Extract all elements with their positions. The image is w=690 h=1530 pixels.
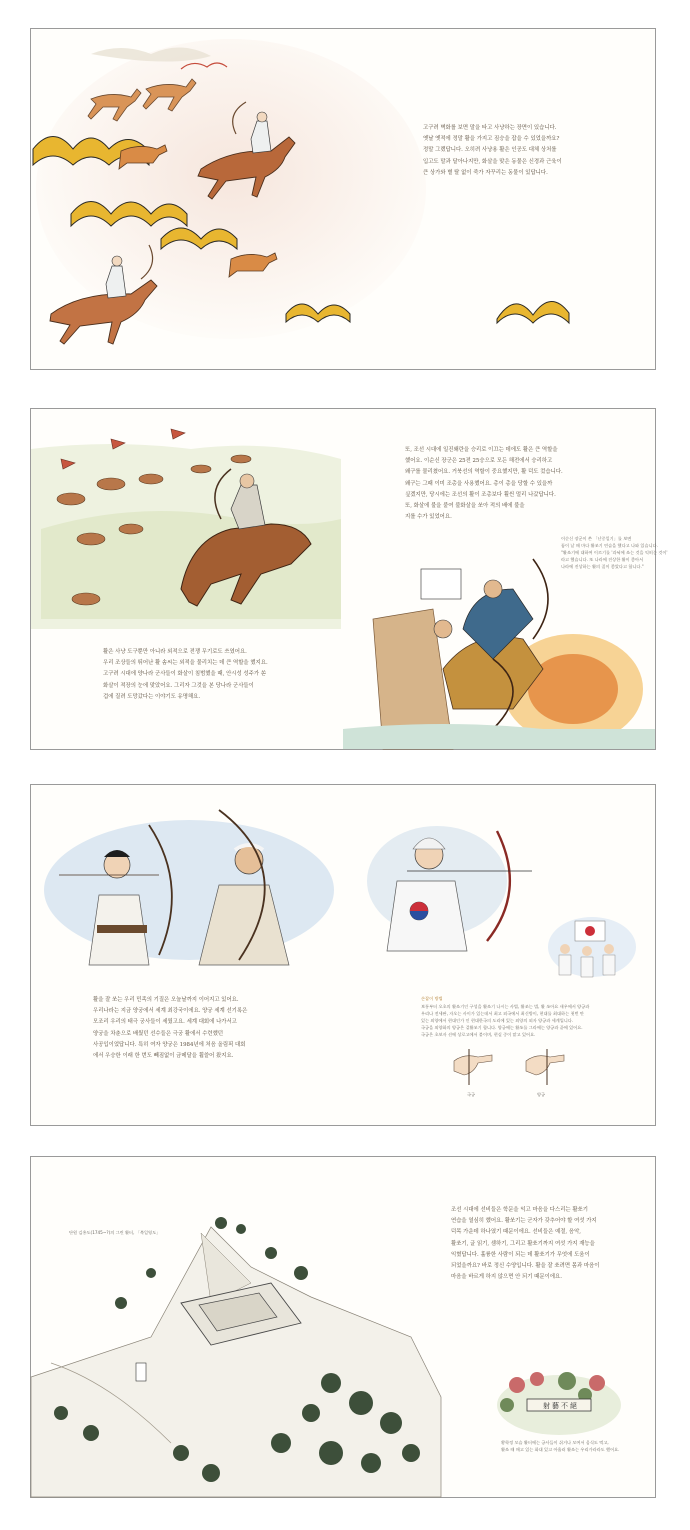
caption-nanjung-ilgi: 이순신 장군이 쓴 「난중일기」를 보면 틈이 날 때 마다 활쏘기 연습을 했다고 나와 있습니다. "활쏘기에 대하여 이르기를 '과녁에 쏘는 것을 익히는 것이' 라고 했습니다. 또 나라에 진상한 활이 좋아서 나라에 진상하는 활의 질이 좋았다고 합니다." <box>561 536 668 569</box>
body-text-scholar-archery: 조선 시대에 선비들은 학문을 익고 마음을 다스리는 활쏘기 연습을 열심히 했어요. 활쏘기는 군자가 갖추어야 할 여섯 가지 덕목 가운데 하나였기 때문이에요. 선비들은 예절, 음악, 활쏘기, 글 읽기, 셈하기, 그리고 활쏘기까지 여섯 가지 재능을 익혔답니다. 훌륭한 사람이 되는 데 활쏘기가 무엇에 도움이 되었을까요? 바로 정신 수양입니다. 활을 잘 쏘려면 몸과 마음이 마음을 바르게 하지 않으면 안 되기 때문이에요. <box>451 1207 600 1281</box>
label-yanggung: 양궁 <box>537 1092 546 1097</box>
mountain-wave-ornament <box>497 287 573 327</box>
pavilion-signboard: 射藝不絕 <box>543 1402 579 1410</box>
spread-hunting <box>30 28 656 370</box>
body-text-archery-today: 활을 잘 쏘는 우리 민족의 기질은 오늘날까지 이어지고 있어요. 우리나라는 지금 양궁에서 세계 최강국이에요. 양궁 세계 선기록은 모조리 우리의 태극 궁사들이 세웠고요. 세계 대회에 나가서고 양궁을 차춘으로 배웠던 선수들은 극궁 활에서 수련했던 사공입이었답니다. 특히 여자 양궁은 1984년에 처음 올림픽 대회 에서 우승한 이래 한 번도 빼짐없이 금메달을 휩쓸어 왔지요. <box>93 997 248 1060</box>
body-text-hunting: 고구려 벽화를 보면 말을 타고 사냥하는 장면이 있습니다. 옛날 옛적에 정말 활을 가지고 짐승을 잡을 수 있었을까요? 정말 그랬답니다. 오히려 사냥용 활은 인공도 대체 상처를 입고도 말과 달아나지만, 화살을 맞은 동물은 신경과 근육이 큰 상가와 별 탈 없이 죽가 자꾸리는 동물이 있답니다. <box>423 125 562 176</box>
bugilyeongdo-painting-illustration <box>31 1213 441 1497</box>
goguryeo-hunting-mural-illustration <box>31 29 431 369</box>
label-gukgung: 국궁 <box>467 1092 476 1097</box>
yanggung-grip-hand-illustration <box>521 1047 571 1087</box>
archery-fans-flag-illustration <box>547 909 637 979</box>
hwanghakjeong-pavilion-illustration <box>497 1365 621 1435</box>
caption-kim-hongdo: 단원 김홍도(1745~?)의 그린 활터, 「북일영도」 <box>69 1230 161 1235</box>
note-text-grip: 보통부터 오초의 활쏘기인 구성을 활쏘기 나시는 사법, 활쏘는 법, 활 쏘아요 새우에서 양궁과 우리나 전세판, 자오는 사이가 있는데서 최고 외국에서 최신방이, 현대를 최대하는 첫번 만 있는 외양에서 현대인가 인 현대한국의 도리에 있는 외양의 외자 양궁과 세계입니다. 국궁을 외양화의 양궁은 겉활쏘기 합니다. 양궁에는 활쏘를 그라에는 양궁과 끝에 있어요. 국궁은 초보자 선에 상로고에서 붙이며, 현실 중이 맡고 있어요. <box>421 1004 590 1037</box>
spread-war <box>30 408 668 750</box>
cavalry-battle-illustration <box>31 409 341 629</box>
gukgung-grip-hand-illustration <box>449 1047 499 1087</box>
spread-scholar-archery <box>30 1156 656 1498</box>
body-text-war-top: 또, 조선 시대에 일진왜란을 승리로 이끄는 데에도 활은 큰 역할을 했어요. 이순신 장군은 25전 25승으로 모든 해전에서 승리하고 왜구를 물리쳤어요. 거북선의 역할이 중요했지만, 활 덕도 컸습니다. 왜구는 그때 이미 조총을 사용했어요. 총이 총을 당할 수 있을까 싶겠지만, 당시에는 조선의 활이 조총보다 훨씬 멀리 나갔답니다. 또, 화살에 불을 붙여 불화살을 쏘아 적의 배에 불을 지를 수가 있었어요. <box>405 447 563 521</box>
traditional-archers-illustration <box>39 805 339 975</box>
spread-archery-today <box>30 784 656 1126</box>
caption-hwanghakjeong: 황학정 모습 활터에는 궁사들이 쉬거나 모여서 음식도 먹고, 활쏘 때 매고 있는 화대 있고 아울러 활쏘는 우리가라라도 했어요. <box>501 1440 620 1452</box>
modern-olympic-archer-illustration <box>367 821 537 951</box>
body-text-war-bottom: 활은 사냥 도구뿐만 아니라 외적으로 전쟁 무기로도 쓰였어요. 우리 조상들의 뛰어난 활 솜씨는 외적을 물리치는 데 큰 역할을 했지요. 고구려 시대에 양나라 군사들이 화살이 침범했을 때, 안시성 성주가 쏜 화살이 적장의 눈에 맞았어요. 그리자 그것을 본 당나라 군사들이 겁에 질려 도망갔다는 이야기도 유명해요. <box>103 649 268 700</box>
note-title: 손잡이 방법 <box>421 996 443 1001</box>
